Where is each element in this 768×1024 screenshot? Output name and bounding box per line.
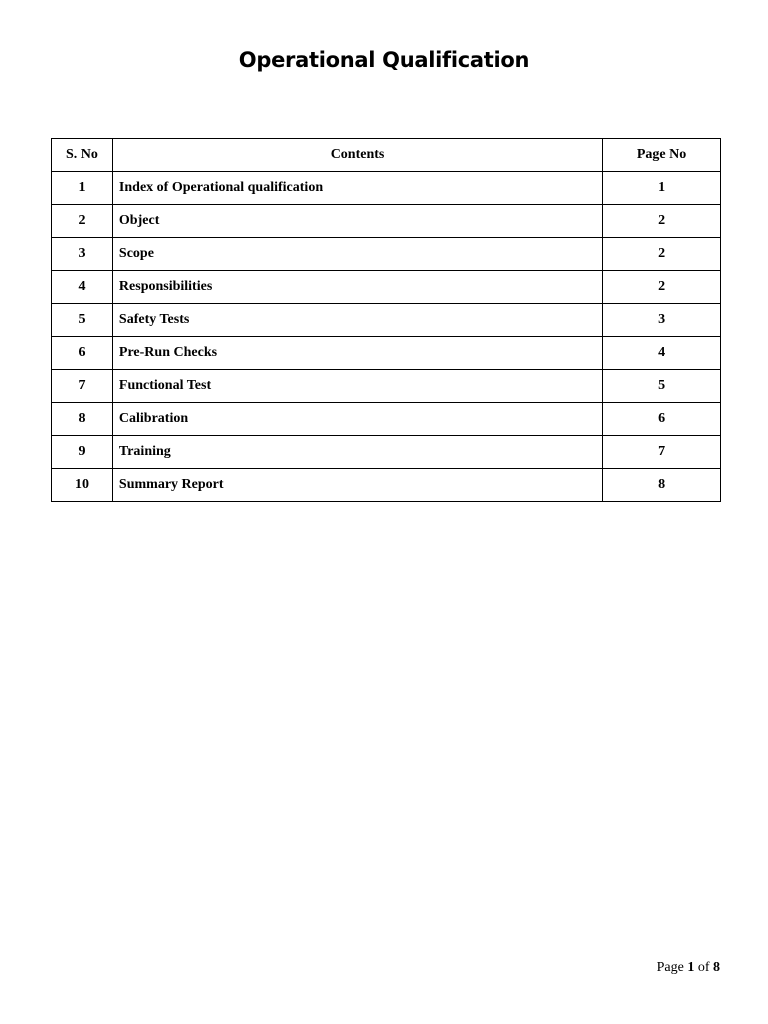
row-page-no: 4: [603, 337, 721, 370]
row-page-no: 8: [603, 469, 721, 502]
footer-of-label: of: [697, 960, 710, 975]
row-contents: Training: [112, 436, 602, 469]
page-title: Operational Qualification: [238, 48, 530, 72]
row-sno: 4: [52, 271, 113, 304]
table-row: [52, 370, 721, 403]
row-contents: Safety Tests: [112, 304, 602, 337]
row-sno: 3: [52, 238, 113, 271]
row-page-no: 5: [603, 370, 721, 403]
footer-page-label: Page: [656, 960, 684, 975]
table-row: [52, 469, 721, 502]
row-page-no: 1: [603, 172, 721, 205]
row-page-no: 3: [603, 304, 721, 337]
table-row: [52, 337, 721, 370]
footer-total-pages: 8: [713, 960, 720, 975]
table-row: [52, 304, 721, 337]
row-sno: 6: [52, 337, 113, 370]
row-page-no: 2: [603, 238, 721, 271]
row-contents: Summary Report: [112, 469, 602, 502]
table-row: [52, 436, 721, 469]
row-sno: 1: [52, 172, 113, 205]
row-page-no: 2: [603, 271, 721, 304]
row-page-no: 7: [603, 436, 721, 469]
table-header-row: [52, 139, 721, 172]
row-sno: 8: [52, 403, 113, 436]
table-row: [52, 205, 721, 238]
row-sno: 5: [52, 304, 113, 337]
table-row: [52, 238, 721, 271]
row-sno: 9: [52, 436, 113, 469]
row-contents: Responsibilities: [112, 271, 602, 304]
header-page-no: Page No: [603, 139, 721, 172]
table-row: [52, 271, 721, 304]
row-sno: 10: [52, 469, 113, 502]
row-contents: Functional Test: [112, 370, 602, 403]
table-row: [52, 172, 721, 205]
row-sno: 7: [52, 370, 113, 403]
row-page-no: 2: [603, 205, 721, 238]
header-contents: Contents: [112, 139, 602, 172]
row-contents: Object: [112, 205, 602, 238]
row-contents: Pre-Run Checks: [112, 337, 602, 370]
page-number-footer: [657, 960, 720, 976]
header-sno: S. No: [52, 139, 113, 172]
row-sno: 2: [52, 205, 113, 238]
row-contents: Scope: [112, 238, 602, 271]
row-page-no: 6: [603, 403, 721, 436]
row-contents: Index of Operational qualification: [112, 172, 602, 205]
row-contents: Calibration: [112, 403, 602, 436]
table-of-contents: [51, 138, 721, 502]
footer-current-page: 1: [687, 960, 695, 975]
table-row: [52, 403, 721, 436]
